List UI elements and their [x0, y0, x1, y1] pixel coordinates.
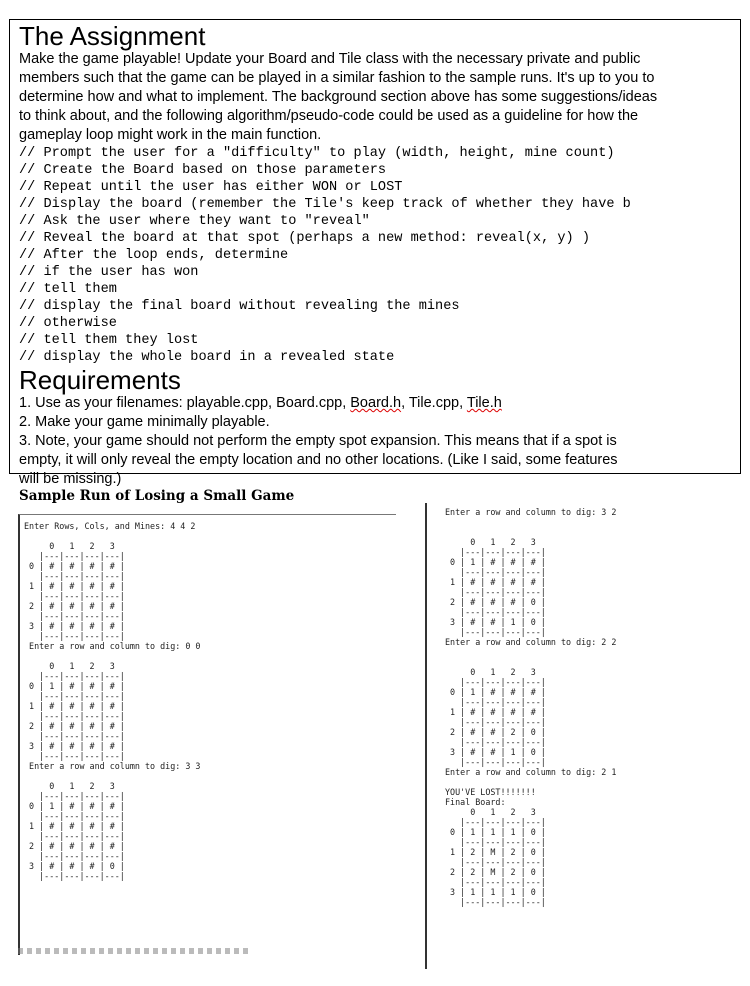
requirement-item-3: 3. Note, your game should not perform the empty spot expansion. This means that if a spot is empty, it will only reveal the empty location and no other locations. (Like I said, some features will be missing.)	[19, 433, 618, 487]
requirements-heading: Requirements	[19, 365, 181, 395]
code-line: // Repeat until the user has either WON or LOST	[19, 180, 403, 195]
tile-h-filename: Tile.h	[466, 395, 502, 411]
truncated-line-fragment	[18, 948, 248, 954]
left-terminal-screenshot	[18, 514, 396, 955]
assignment-heading: The Assignment	[19, 21, 206, 51]
pseudo-code-block	[19, 145, 740, 366]
board-h-filename: Board.h	[350, 395, 402, 411]
req1-mid: , Tile.cpp,	[401, 395, 467, 411]
code-line: // display the final board without revealing the mines	[19, 299, 460, 314]
code-line: // Prompt the user for a "difficulty" to play (width, height, mine count)	[19, 146, 615, 161]
code-line: // if the user has won	[19, 265, 199, 280]
left-terminal-output: Enter Rows, Cols, and Mines: 4 4 2 0 1 2 3 |---|---|---|---| 0 | # | # | # | # | |---|---|---|---| 1 | # | # | # | # | |---|---|---|---| 2 | # | # | # | # | |---|---|---|---| 3 | # | # | # | # | |---|---|---|---| Enter a row and column to dig: 0 0 0 1 2 3 |---|---|---|---| 0 | 1 | # | # | # | |---|---|---|---| 1 | # | # | # | # | |---|---|---|---| 2 | # | # | # | # | |---|---|---|---| 3 | # | # | # | # | |---|---|---|---| Enter a row and column to dig: 3 3 0 1 2 3 |---|---|---|---| 0 | 1 | # | # | # | |---|---|---|---| 1 | # | # | # | # | |---|---|---|---| 2 | # | # | # | # | |---|---|---|---| 3 | # | # | # | 0 | |---|---|---|---|	[24, 521, 201, 881]
requirement-item-2: 2. Make your game minimally playable.	[19, 414, 270, 430]
code-line: // display the whole board in a revealed state	[19, 350, 395, 365]
code-line: // tell them	[19, 282, 117, 297]
right-terminal-screenshot	[425, 503, 747, 969]
requirement-item-1	[19, 394, 740, 413]
sample-run-title: Sample Run of Losing a Small Game	[19, 488, 295, 504]
assignment-paragraph: Make the game playable! Update your Board and Tile class with the necessary private and public members such that the game can be played in a similar fashion to the sample runs. It's up to you to determine how and what to implement. The background section above has some suggestions/ideas to think about, and the following algorithm/pseudo-code could be used as a guideline for how the gameplay loop might work in the main function.	[19, 51, 658, 143]
code-line: // otherwise	[19, 316, 117, 331]
right-terminal-output: Enter a row and column to dig: 3 2 0 1 2 3 |---|---|---|---| 0 | 1 | # | # | # | |---|---|---|---| 1 | # | # | # | # | |---|---|---|---| 2 | # | # | # | 0 | |---|---|---|---| 3 | # | # | 1 | 0 | |---|---|---|---| Enter a row and column to dig: 2 2 0 1 2 3 |---|---|---|---| 0 | 1 | # | # | # | |---|---|---|---| 1 | # | # | # | # | |---|---|---|---| 2 | # | # | 2 | 0 | |---|---|---|---| 3 | # | # | 1 | 0 | |---|---|---|---| Enter a row and column to dig: 2 1 YOU'VE LOST!!!!!!! Final Board: 0 1 2 3 |---|---|---|---| 0 | 1 | 1 | 1 | 0 | |---|---|---|---| 1 | 2 | M | 2 | 0 | |---|---|---|---| 2 | 2 | M | 2 | 0 | |---|---|---|---| 3 | 1 | 1 | 1 | 0 | |---|---|---|---|	[445, 507, 617, 907]
code-line: // Create the Board based on those parameters	[19, 163, 387, 178]
code-line: // Ask the user where they want to "reveal"	[19, 214, 370, 229]
code-line: // Display the board (remember the Tile's keep track of whether they have b	[19, 197, 631, 212]
assignment-box	[9, 19, 741, 487]
code-line: // Reveal the board at that spot (perhaps a new method: reveal(x, y) )	[19, 231, 591, 246]
code-line: // After the loop ends, determine	[19, 248, 289, 263]
req1-prefix: 1. Use as your filenames: playable.cpp, Board.cpp,	[19, 395, 351, 411]
code-line: // tell them they lost	[19, 333, 199, 348]
